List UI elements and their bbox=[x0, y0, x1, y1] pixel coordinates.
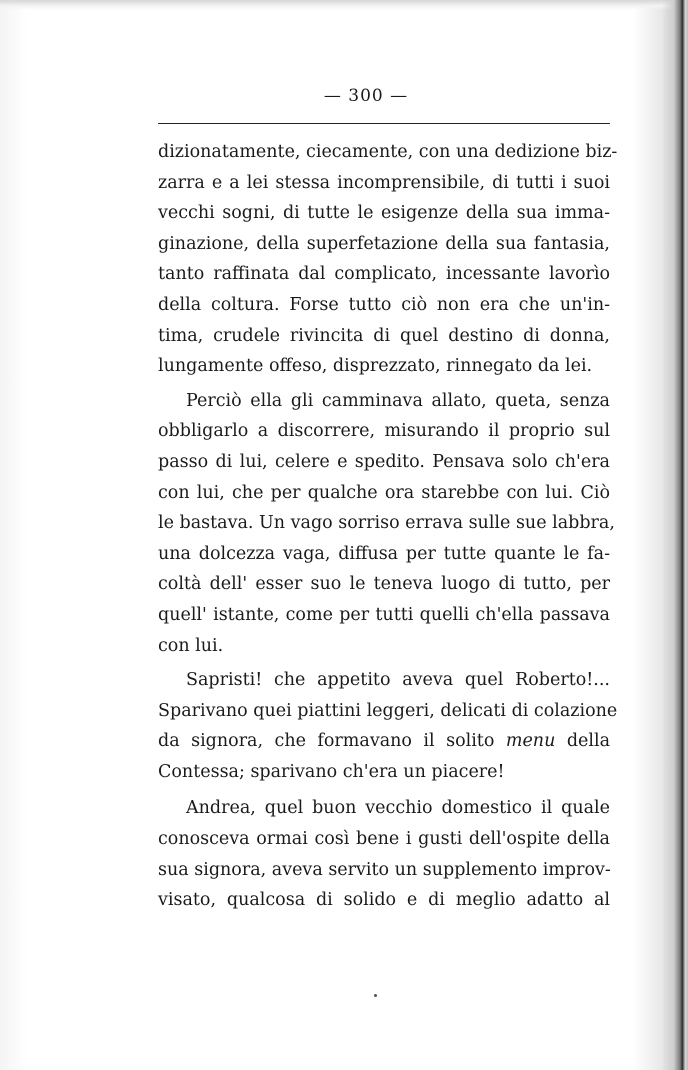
text-line: quell' istante, come per tutti quelli ch'ella passava bbox=[158, 604, 610, 625]
text-line: visato, qualcosa di solido e di meglio adatto al bbox=[158, 890, 610, 911]
text-line: da signora, che formavano il solito menu della bbox=[158, 731, 610, 752]
text-line: Perciò ella gli camminava allato, queta, senza bbox=[186, 390, 610, 411]
paragraph bbox=[158, 137, 618, 382]
text-line: tanto raffinata dal complicato, incessante lavorìo bbox=[158, 264, 610, 285]
paper-speck bbox=[374, 994, 377, 997]
text-line: passo di lui, celere e spedito. Pensava solo ch'era bbox=[158, 451, 610, 472]
text-line: zarra e a lei stessa incomprensibile, di tutti i suoi bbox=[158, 172, 610, 193]
text-line: coltà dell' esser suo le teneva luogo di tutto, per bbox=[158, 574, 610, 595]
text-line: della coltura. Forse tutto ciò non era che un'in- bbox=[158, 294, 610, 315]
text-line: Sapristi! che appetito aveva quel Roberto!... bbox=[186, 670, 610, 691]
text-line: Andrea, quel buon vecchio domestico il quale bbox=[186, 798, 610, 819]
text-body bbox=[158, 137, 618, 916]
text-line: ginazione, della superfetazione della sua fantasia, bbox=[158, 233, 610, 254]
paragraph bbox=[158, 386, 615, 661]
italic-word: menu bbox=[505, 731, 556, 752]
text-line: le bastava. Un vago sorriso errava sulle sue labbra, bbox=[158, 513, 615, 534]
text-line: sua signora, aveva servito un supplemento improv- bbox=[158, 859, 611, 880]
text-line: lungamente offeso, disprezzato, rinnegato da lei. bbox=[158, 356, 593, 377]
text-line: vecchi sogni, di tutte le esigenze della sua imma- bbox=[158, 203, 610, 224]
text-line: con lui. bbox=[158, 635, 224, 656]
page-number: — 300 — bbox=[323, 86, 409, 106]
text-line: obbligarlo a discorrere, misurando il proprio sul bbox=[158, 421, 610, 442]
header-rule bbox=[158, 123, 610, 124]
text-line: Contessa; sparivano ch'era un piacere! bbox=[158, 761, 505, 782]
paragraph bbox=[158, 665, 618, 787]
text-line: Sparivano quei piattini leggeri, delicati di colazione bbox=[158, 700, 618, 721]
text-line: conosceva ormai così bene i gusti dell'ospite della bbox=[158, 829, 610, 850]
text-line: con lui, che per qualche ora starebbe con lui. Ciò bbox=[158, 482, 610, 503]
text-line: una dolcezza vaga, diffusa per tutte quante le fa- bbox=[158, 543, 610, 564]
page-binding-edge bbox=[662, 0, 688, 1070]
paragraph bbox=[158, 793, 610, 915]
text-line: dizionatamente, ciecamente, con una dedizione biz- bbox=[158, 142, 618, 162]
page-top-edge bbox=[0, 0, 688, 10]
text-line: tima, crudele rivincita di quel destino di donna, bbox=[158, 325, 610, 346]
